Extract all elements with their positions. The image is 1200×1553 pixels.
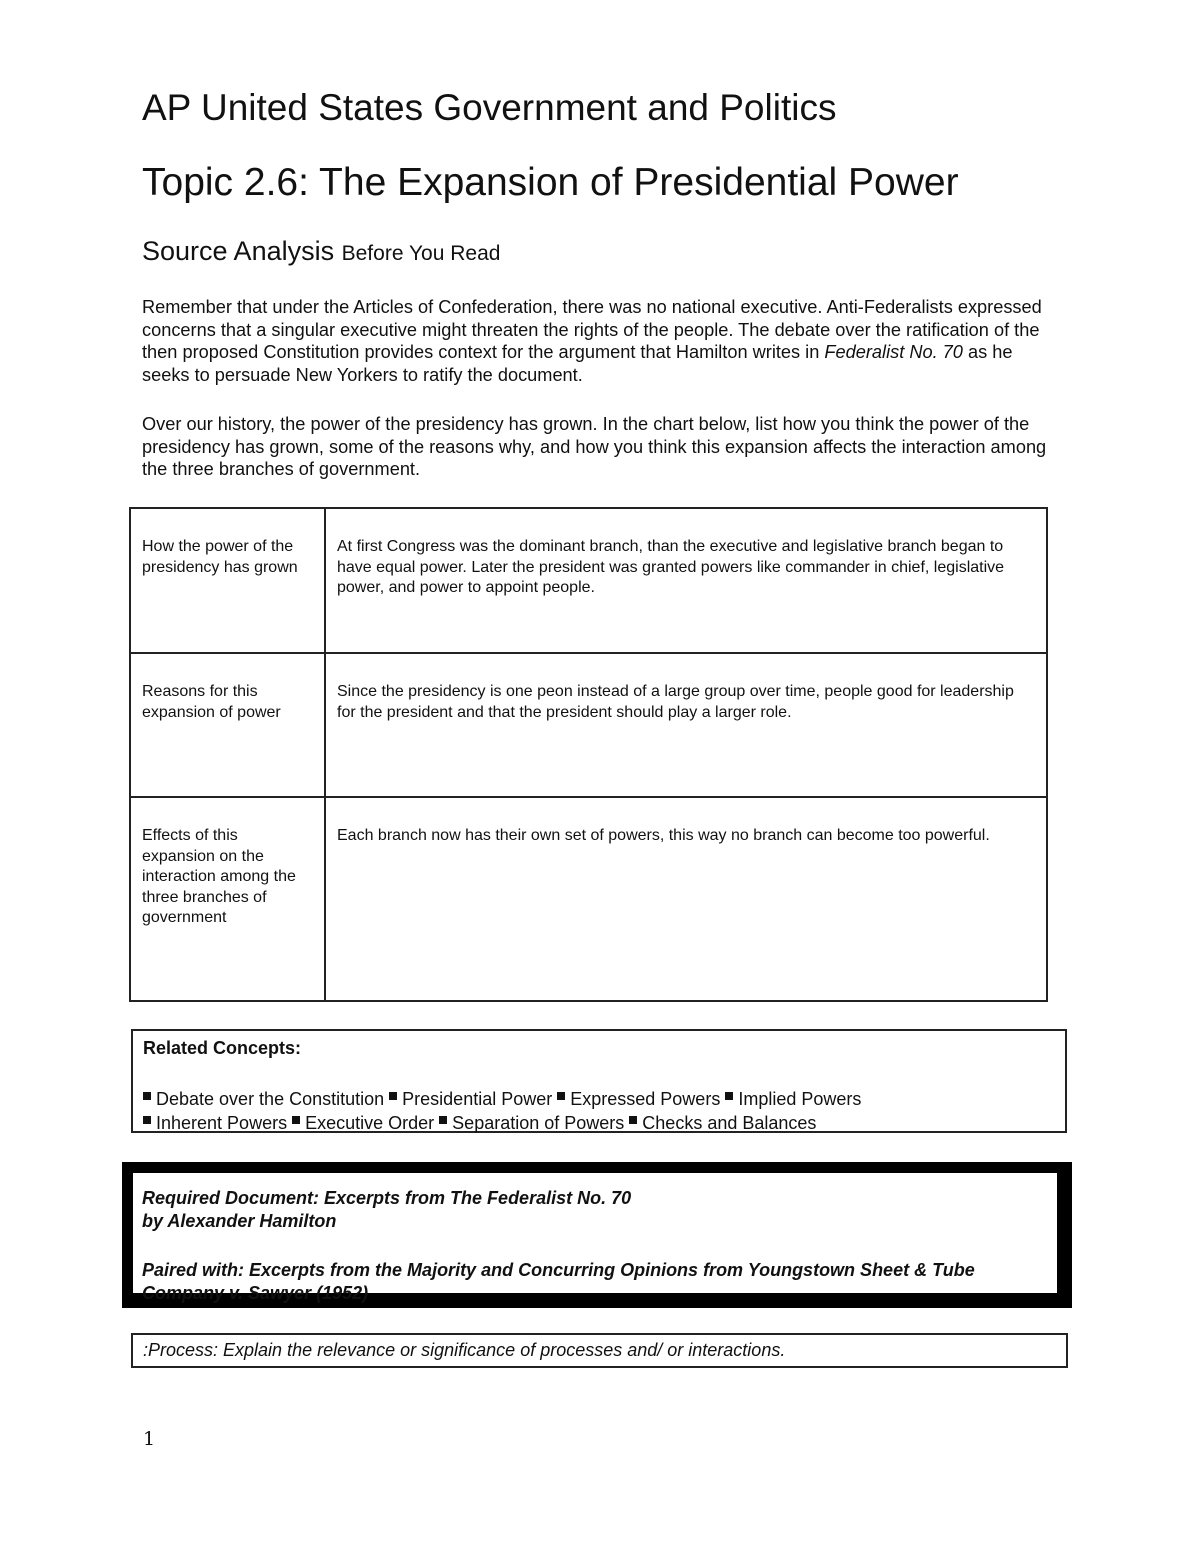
section-heading bbox=[142, 235, 500, 270]
concept-item: Debate over the Constitution bbox=[156, 1089, 385, 1109]
concept-item: Separation of Powers bbox=[452, 1113, 625, 1133]
concept-item: Inherent Powers bbox=[156, 1113, 288, 1133]
intro-p1-end: as he seeks to persuade New Yorkers to ratify the document. bbox=[142, 342, 1013, 385]
paired-document-line-2: Company v. Sawyer (1952) bbox=[142, 1283, 369, 1303]
concept-item: Implied Powers bbox=[738, 1089, 862, 1109]
intro-p1-italic: Federalist No. 70 bbox=[824, 342, 963, 362]
intro-paragraph-1 bbox=[142, 296, 1062, 386]
row-label: Reasons for this expansion of power bbox=[130, 653, 325, 797]
section-subtitle: Before You Read bbox=[341, 242, 501, 265]
square-bullet-icon bbox=[557, 1092, 565, 1100]
related-concepts-line-1 bbox=[143, 1087, 861, 1111]
row-label: How the power of the presidency has grown bbox=[130, 508, 325, 653]
concept-item: Executive Order bbox=[305, 1113, 435, 1133]
square-bullet-icon bbox=[292, 1116, 300, 1124]
concept-item: Checks and Balances bbox=[642, 1113, 817, 1133]
paired-document-line-1: Paired with: Excerpts from the Majority and Concurring Opinions from Youngstown Sheet & Tube bbox=[142, 1260, 975, 1280]
related-concepts-line-2 bbox=[143, 1111, 816, 1135]
related-concepts-title: Related Concepts: bbox=[143, 1038, 302, 1058]
chart-row bbox=[130, 653, 1047, 797]
page-number: 1 bbox=[143, 1428, 156, 1450]
chart-row bbox=[130, 797, 1047, 1001]
section-title: Source Analysis bbox=[142, 236, 335, 266]
analysis-chart bbox=[129, 507, 1048, 1002]
square-bullet-icon bbox=[389, 1092, 397, 1100]
concept-item: Expressed Powers bbox=[570, 1089, 721, 1109]
row-label: Effects of this expansion on the interaction among the three branches of government bbox=[130, 797, 325, 1001]
concept-item: Presidential Power bbox=[402, 1089, 553, 1109]
required-document-author: by Alexander Hamilton bbox=[142, 1211, 337, 1231]
required-document-content bbox=[133, 1173, 1057, 1303]
intro-paragraph-2: Over our history, the power of the presidency has grown. In the chart below, list how you think the power of the presidency has grown, some of the reasons why, and how you think this expansion affects the interaction among the three branches of government. bbox=[142, 414, 1047, 479]
intro-p1-text: Remember that under the Articles of Confederation, there was no national executive. Anti-Federalists expressed concerns that a singular executive might threaten the rights of the people. The debate over the ratification of the then proposed Constitution provides context for the argument that Hamilton writes in bbox=[142, 297, 1042, 362]
chart-row bbox=[130, 508, 1047, 653]
square-bullet-icon bbox=[439, 1116, 447, 1124]
square-bullet-icon bbox=[143, 1092, 151, 1100]
required-document-title: Required Document: Excerpts from The Federalist No. 70 bbox=[142, 1188, 632, 1208]
square-bullet-icon bbox=[725, 1092, 733, 1100]
square-bullet-icon bbox=[143, 1116, 151, 1124]
required-document-box bbox=[122, 1162, 1072, 1308]
square-bullet-icon bbox=[629, 1116, 637, 1124]
row-answer[interactable]: At first Congress was the dominant branch, than the executive and legislative branch began to have equal power. Later the president was granted powers like commander in chief, legislative power, and power to appoint people. bbox=[325, 508, 1047, 653]
row-answer[interactable]: Since the presidency is one peon instead of a large group over time, people good for leadership for the president and that the president should play a larger role. bbox=[325, 653, 1047, 797]
process-skill-box: :Process: Explain the relevance or significance of processes and/ or interactions. bbox=[131, 1333, 1068, 1368]
topic-title: Topic 2.6: The Expansion of Presidential Power bbox=[142, 161, 959, 204]
course-title: AP United States Government and Politics bbox=[142, 87, 837, 128]
related-concepts-box bbox=[131, 1029, 1067, 1133]
row-answer[interactable]: Each branch now has their own set of powers, this way no branch can become too powerful. bbox=[325, 797, 1047, 1001]
